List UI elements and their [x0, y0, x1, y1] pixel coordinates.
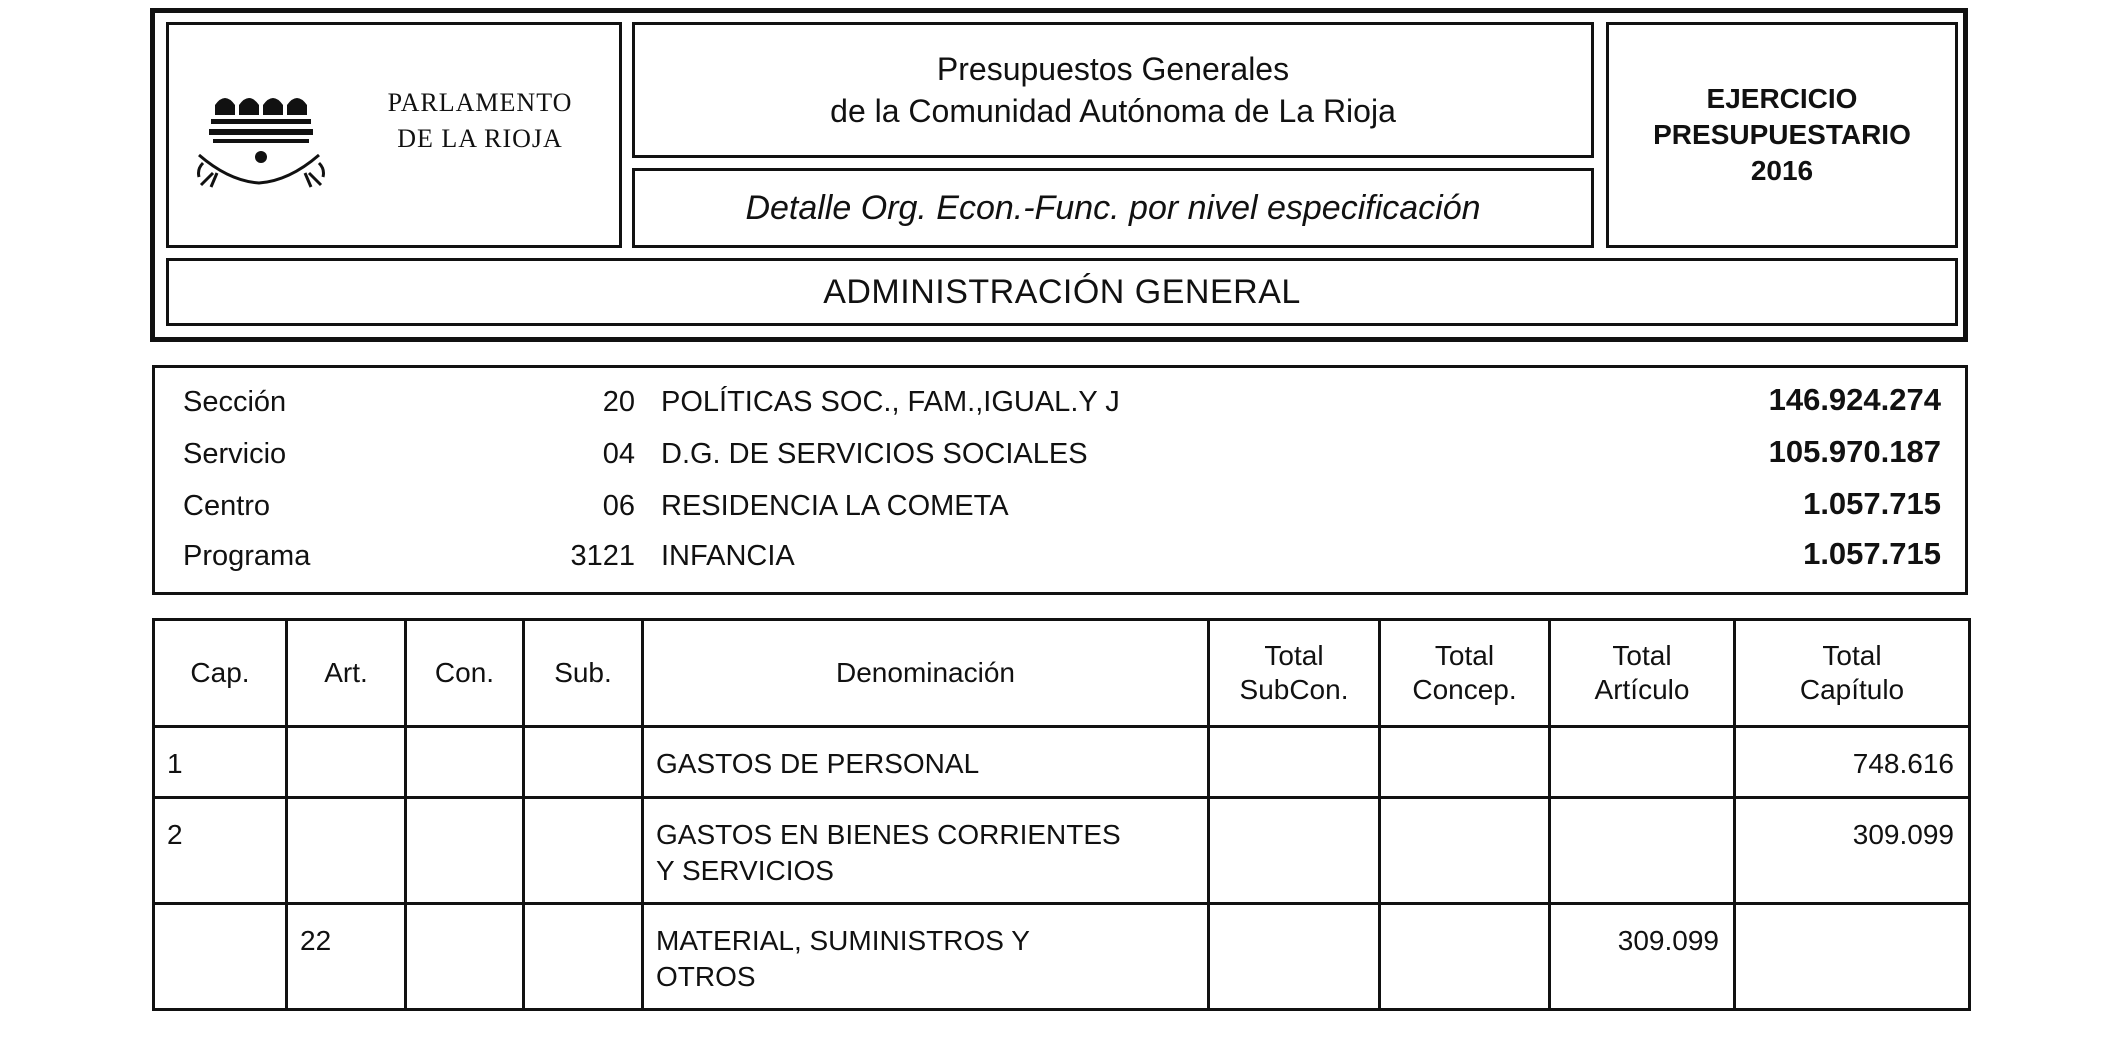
summary-code: 06: [602, 490, 635, 522]
col-header-sub: Sub.: [524, 620, 643, 727]
header-line: Artículo: [1594, 674, 1690, 705]
fiscal-year-panel: [1606, 22, 1958, 248]
denominacion-line: GASTOS DE PERSONAL: [656, 748, 980, 779]
summary-name: D.G. DE SERVICIOS SOCIALES: [661, 438, 1088, 470]
denominacion-line: GASTOS EN BIENES CORRIENTES: [656, 819, 1121, 850]
cell-con: [406, 798, 524, 904]
summary-label: Servicio: [183, 438, 287, 470]
header-line: Concep.: [1412, 674, 1517, 705]
parliament-emblem-icon: [169, 65, 349, 205]
col-header-art: Art.: [287, 620, 406, 727]
denominacion-line: OTROS: [656, 961, 756, 992]
table-row: [154, 727, 1970, 798]
header-line: Total: [1822, 640, 1882, 671]
summary-label: Sección: [183, 386, 287, 418]
col-header-total-articulo: [1550, 620, 1735, 727]
summary-amount: 146.924.274: [1768, 382, 1941, 417]
cell-total-subcon: [1209, 727, 1380, 798]
col-header-total-subcon: [1209, 620, 1380, 727]
col-header-con: Con.: [406, 620, 524, 727]
table-header-row: [154, 620, 1970, 727]
year-line-2: PRESUPUESTARIO: [1653, 119, 1911, 150]
title-line-2: de la Comunidad Autónoma de La Rioja: [830, 93, 1396, 129]
cell-art: [287, 798, 406, 904]
cell-sub: [524, 727, 643, 798]
header-line: Total: [1434, 640, 1495, 671]
cell-denominacion: [643, 798, 1209, 904]
summary-row-servicio: [155, 434, 1965, 478]
title-panel: [632, 22, 1594, 158]
cell-total-articulo: 309.099: [1550, 904, 1735, 1010]
summary-amount: 105.970.187: [1768, 434, 1941, 469]
denominacion-line: MATERIAL, SUMINISTROS Y: [656, 925, 1030, 956]
table-row: [154, 904, 1970, 1010]
cell-total-capitulo: 309.099: [1735, 798, 1970, 904]
header-line: SubCon.: [1239, 674, 1349, 705]
cell-total-capitulo: [1735, 904, 1970, 1010]
summary-name: POLÍTICAS SOC., FAM.,IGUAL.Y J: [661, 386, 1120, 418]
summary-code: 04: [602, 438, 635, 470]
header-line: Total: [1612, 640, 1672, 671]
cell-art: [287, 727, 406, 798]
year-line-1: EJERCICIO: [1706, 83, 1858, 114]
title-line-1: Presupuestos Generales: [936, 51, 1290, 87]
cell-total-subcon: [1209, 904, 1380, 1010]
header-line: Capítulo: [1799, 674, 1905, 705]
summary-amount: 1.057.715: [1803, 536, 1941, 571]
cell-con: [406, 727, 524, 798]
summary-name: INFANCIA: [661, 540, 795, 572]
parliament-line-2: DE LA RIOJA: [397, 124, 563, 153]
year-line-3: 2016: [1750, 155, 1814, 186]
summary-label: Centro: [183, 490, 271, 522]
parliament-line-1: PARLAMENTO: [387, 88, 573, 117]
cell-total-concep: [1380, 904, 1550, 1010]
cell-total-concep: [1380, 727, 1550, 798]
cell-denominacion: [643, 904, 1209, 1010]
summary-amount: 1.057.715: [1803, 486, 1941, 521]
col-header-cap: Cap.: [154, 620, 287, 727]
summary-name: RESIDENCIA LA COMETA: [661, 490, 1009, 522]
cell-total-capitulo: 748.616: [1735, 727, 1970, 798]
admin-panel: [166, 258, 1958, 326]
cell-sub: [524, 798, 643, 904]
cell-cap: 1: [154, 727, 287, 798]
cell-con: [406, 904, 524, 1010]
summary-box: [152, 365, 1968, 595]
table-row: [154, 798, 1970, 904]
cell-total-concep: [1380, 798, 1550, 904]
cell-total-articulo: [1550, 727, 1735, 798]
cell-denominacion: [643, 727, 1209, 798]
summary-row-centro: [155, 486, 1965, 530]
cell-total-articulo: [1550, 798, 1735, 904]
summary-row-programa: [155, 536, 1965, 580]
col-header-denominacion: Denominación: [643, 620, 1209, 727]
cell-total-subcon: [1209, 798, 1380, 904]
logo-panel: [166, 22, 622, 248]
report-subtitle: Detalle Org. Econ.-Func. por nivel especificación: [745, 188, 1481, 227]
parliament-name: [365, 85, 595, 157]
cell-art: 22: [287, 904, 406, 1010]
summary-code: 3121: [570, 540, 635, 572]
summary-label: Programa: [183, 540, 311, 572]
admin-title: ADMINISTRACIÓN GENERAL: [823, 272, 1301, 311]
summary-row-seccion: [155, 382, 1965, 426]
summary-code: 20: [602, 386, 635, 418]
cell-cap: [154, 904, 287, 1010]
col-header-total-concep: [1380, 620, 1550, 727]
cell-sub: [524, 904, 643, 1010]
budget-table: [152, 618, 1971, 1011]
col-header-total-capitulo: [1735, 620, 1970, 727]
cell-cap: 2: [154, 798, 287, 904]
denominacion-line: Y SERVICIOS: [656, 855, 834, 886]
header-line: Total: [1264, 640, 1324, 671]
subtitle-panel: [632, 168, 1594, 248]
